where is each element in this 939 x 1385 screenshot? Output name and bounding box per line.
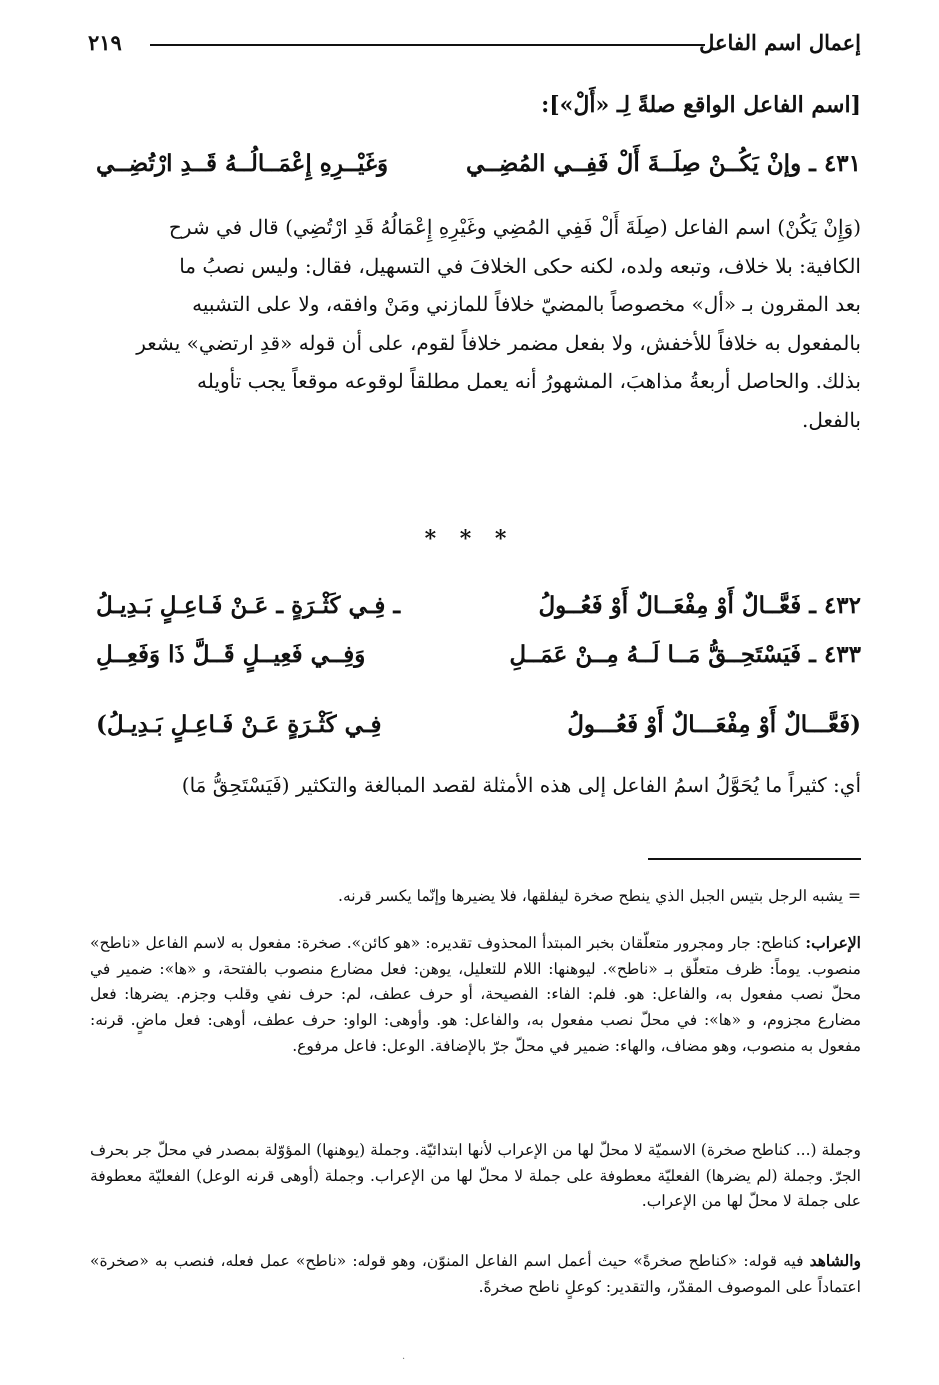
verse-432-first-half: ٤٣٢ ـ فَعَّــالٌ أَوْ مِفْعَــالٌ أَوْ فَعُــولُ (538, 592, 861, 619)
footnote-rule (648, 858, 861, 860)
print-speck: · (402, 1354, 406, 1365)
commentary-line: أي: كثيراً ما يُحَوَّلُ اسمُ الفاعل إلى هذه الأمثلة لقصد المبالغة والتكثير (فَيَسْتَحِقُّ مَا) (181, 773, 861, 797)
verse-431-first-half: ٤٣١ ـ وإنْ يَكُــنْ صِلَــةَ أَلْ فَفِــي المُضِــي (466, 150, 861, 177)
commentary-line: (وَإِنْ يَكُنْ) اسم الفاعل (صِلَةَ أَلْ فَفِي المُضِي وغَيْرِهِ إِعْمَالُهُ قَدِ ارْتُضِي) قال في شرح (168, 215, 861, 239)
commentary-line: بذلك. والحاصل أربعةُ مذاهبَ، المشهورُ أنه يعمل مطلقاً لوقوعه موقعاً يجب تأويله (197, 369, 861, 393)
verse-431-second-half: وَغَيْــرِهِ إِعْمَــالُــهُ قَــدِ ارْتُضِــي (96, 150, 389, 177)
footnote-irab (90, 930, 861, 1060)
commentary-paragraph-2 (96, 766, 861, 805)
verse-quote-first-half: (فَعَّـــالٌ أَوْ مِفْعَـــالٌ أَوْ فَعُـــولُ (567, 711, 861, 738)
jumal-text: وجملة (... كناطح صخرة) الاسميّة لا محلّ لها من الإعراب لأنها ابتدائيّة. وجملة (يوهنها) المؤوّلة بمصدر في محلّ جر بحرف الجرّ. وجملة (لم يضرها) الفعليّة معطوفة على جملة لا محلّ لها من الإعراب. وجملة (أوهى قرنه الوعل) الفعليّة معطوفة على جملة لا محلّ لها من الإعراب. (90, 1141, 861, 1211)
shahid-label: والشاهد (809, 1251, 861, 1270)
commentary-paragraph-1 (96, 208, 861, 439)
irab-label: الإعراب: (805, 933, 861, 952)
irab-text: كناطح: جار ومجرور متعلّقان بخبر المبتدأ المحذوف تقديره: «هو كائن». صخرة: مفعول به لاسم الفاعل «ناطح» منصوب. يوماً: ظرف متعلّق بـ «ناطح». ليوهنها: اللام للتعليل، يوهن: فعل مضارع منصوب بالفتحة، و «ها»: ضمير في محلّ نصب مفعول به، والفاعل: هو. فلم: الفاء: الفصيحة، أو حرف عطف، لم: حرف نفي وقلب وجزم. يضرها: فعل مضارع مجزوم، و «ها»: في محلّ نصب مفعول به، والفاعل: هو. وأوهى: الواو: حرف عطف، أوهى: فعل ماضٍ. قرنه: مفعول به منصوب، وهو مضاف، والهاء: ضمير في محلّ جرّ بالإضافة. الوعل: فاعل مرفوع. (90, 934, 861, 1055)
section-separator: * * * (424, 526, 515, 552)
commentary-line: بعد المقرون بـ «أل» مخصوصاً بالمضيّ خلافاً للمازني ومَنْ وافقه، ولا على التشبيه (192, 292, 861, 316)
footnote-shahid (90, 1248, 861, 1300)
commentary-line: بالمفعول به خلافاً للأخفش، ولا بفعل مضمر خلافاً لقوم، على أن قوله «قدِ ارتضي» يشعر (136, 330, 861, 355)
footnote-continuation (90, 884, 861, 910)
verse-432-second-half: ـ فِـي كَثْـرَةٍ ـ عَـنْ فَـاعِـلٍ بَـدِيـلُ (96, 592, 401, 619)
shahid-text: فيه قوله: «كناطح صخرةً» حيث أعمل اسم الفاعل المنوّن، وهو قوله: «ناطح» عمل فعله، فنصب به «صخرة» اعتماداً على الموصوف المقدّر، والتقدير: كوعلٍ ناطح صخرةً. (90, 1252, 861, 1296)
commentary-line: بالفعل. (801, 407, 861, 432)
footnote-jumal (90, 1138, 861, 1215)
page-header (88, 30, 861, 62)
footnote-text: = يشبه الرجل بتيس الجبل الذي ينطح صخرة ليفلقها، فلا يضيرها وإنّما يكسر قرنه. (338, 887, 861, 905)
commentary-line: الكافية: بلا خلاف، وتبعه ولده، لكنه حكى الخلافَ في التسهيل، فقال: وليس نصبُ ما (179, 253, 861, 278)
running-title: إعمال اسم الفاعل (699, 30, 861, 55)
verse-quote-second-half: فِـي كَثْـرَةٍ عَـنْ فَـاعِـلٍ بَـدِيـلُ) (96, 711, 382, 738)
page-number: ٢١٩ (88, 30, 122, 55)
verse-433-second-half: وَفِــي فَعِيــلٍ قَــلَّ ذَا وَفَعِــلِ (96, 641, 366, 668)
section-title: [اسم الفاعل الواقع صلةً لِـ «أَلْ»]: (541, 92, 861, 118)
verse-433-first-half: ٤٣٣ ـ فَيَسْتَحِــقُّ مَــا لَــهُ مِــنْ عَمَــلِ (509, 641, 861, 668)
header-rule (150, 44, 705, 46)
